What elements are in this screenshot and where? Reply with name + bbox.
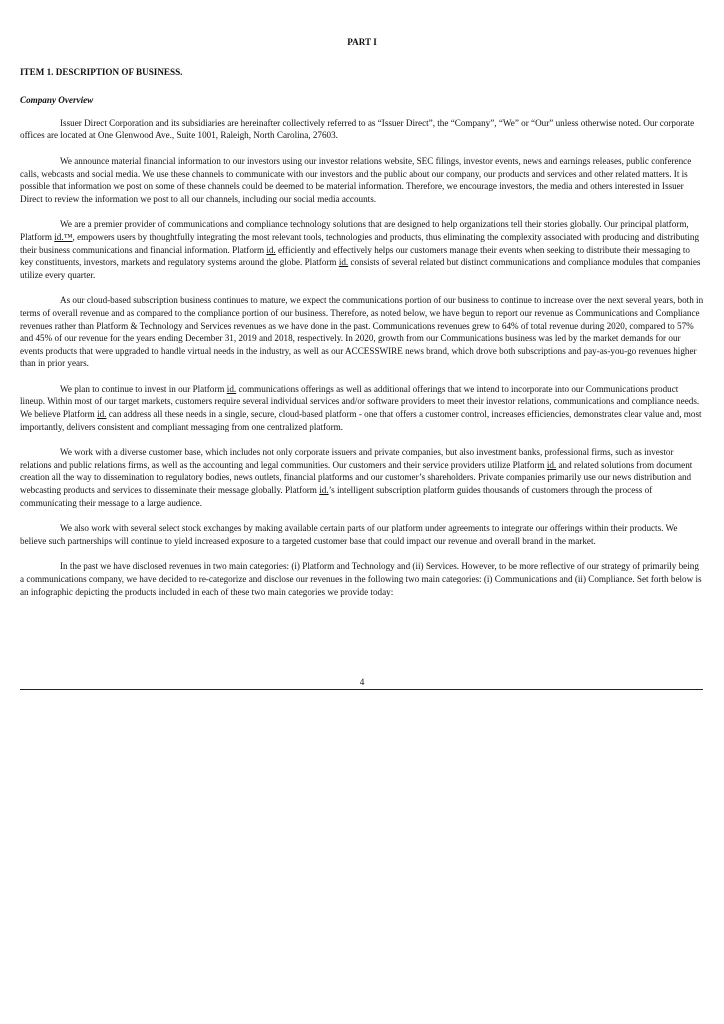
part-title: PART I: [347, 37, 377, 47]
page-number: 4: [359, 677, 365, 687]
paragraph-company-info: Issuer Direct Corporation and its subsidiaries are hereinafter collectively referred to as “Issuer Direct”, the “Company”, “We” or “Our” unless otherwise noted. Our corporate offices are located at One Glenwood Ave., Suite 1001, Raleigh, North Carolina, 27603.: [20, 117, 695, 141]
item-heading: ITEM 1. DESCRIPTION OF BUSINESS.: [20, 66, 183, 77]
paragraph-customer-base: We work with a diverse customer base, which includes not only corporate issuers and private companies, but also investment banks, professional firms, such as investor relations and public relations firms, as well as the accounting and legal communities. Our customers and their service providers utilize Platform id. and related solutions from document creation all the way to dissemination to regulatory bodies, news outlets, financial platforms and our customer’s shareholders. Private companies primarily use our news distribution and webcasting products and services to disseminate their message globally. Platform id.’s intelligent subscription platform guides thousands of customers through the process of communicating their message to a large audience.: [20, 447, 693, 508]
paragraph-investment-plans: We plan to continue to invest in our Platform id. communications offerings as well as additional offerings that we intend to incorporate into our Communications product lineup. Within most of our target markets, customers require several individual services and/or software providers to meet their investor relations, communications and compliance needs. We believe Platform id. can address all these needs in a single, secure, cloud-based platform - one that offers a customer control, increases efficiencies, demonstrates clear value and, most importantly, delivers consistent and compliant messaging from one centralized platform.: [20, 383, 702, 432]
section-heading: Company Overview: [20, 95, 94, 106]
paragraph-investor-channels: We announce material financial information to our investors using our investor relations website, SEC filings, investor events, news and earnings releases, public conference calls, webcasts and social media. We use these channels to communicate with our investors and the public about our company, our products and services and other related matters. It is possible that information we post on some of these channels could be deemed to be material information. Therefore, we encourage investors, the media and others interested in Issuer Direct to review the information we post to all our channels, including our social media accounts.: [20, 155, 692, 204]
paragraph-platform-overview: We are a premier provider of communications and compliance technology solutions that are designed to help organizations tell their stories globally. Our principal platform, Platform id.™, empowers users by thoughtfully integrating the most relevant tools, technologies and products, thus eliminating the complexity associated with producing and distributing their business communications and financial information. Platform id. efficiently and effectively helps our customers manage their events when seeking to distribute their messaging to key constituents, investors, markets and regulatory systems around the globe. Platform id. consists of several related but distinct communications and compliance modules that companies utilize every quarter.: [20, 219, 701, 280]
paragraph-revenue-categories: In the past we have disclosed revenues in two main categories: (i) Platform and Technology and (ii) Services. However, to be more reflective of our strategy of primarily being a communications company, we have decided to re-categorize and disclose our revenues in the following two main categories: (i) Communications and (ii) Compliance. Set forth below is an infographic depicting the products included in each of these two main categories we provide today:: [20, 561, 702, 597]
paragraph-stock-exchanges: We also work with several select stock exchanges by making available certain parts of our platform under agreements to integrate our offerings within their products. We believe such partnerships will continue to yield increased exposure to a targeted customer base that could impact our revenue and overall brand in the market.: [20, 523, 678, 546]
paragraph-revenue-growth: As our cloud-based subscription business continues to mature, we expect the communications portion of our business to continue to increase over the next several years, both in terms of overall revenue and as compared to the compliance portion of our business. Therefore, as noted below, we have begun to report our revenue as Communications and Compliance revenues rather than Platform & Technology and Services revenues as we have done in the past. Communications revenues grew to 64% of total revenue during 2020, compared to 57% and 45% of our revenue for the years ending December 31, 2019 and 2018, respectively. In 2020, growth from our Communications business was led by the market demands for our events products that were upgraded to handle virtual needs in the industry, as well as our ACCESSWIRE news brand, which drove both subscriptions and pay-as-you-go revenues higher than in prior years.: [20, 295, 704, 369]
footer-divider: [20, 689, 703, 690]
